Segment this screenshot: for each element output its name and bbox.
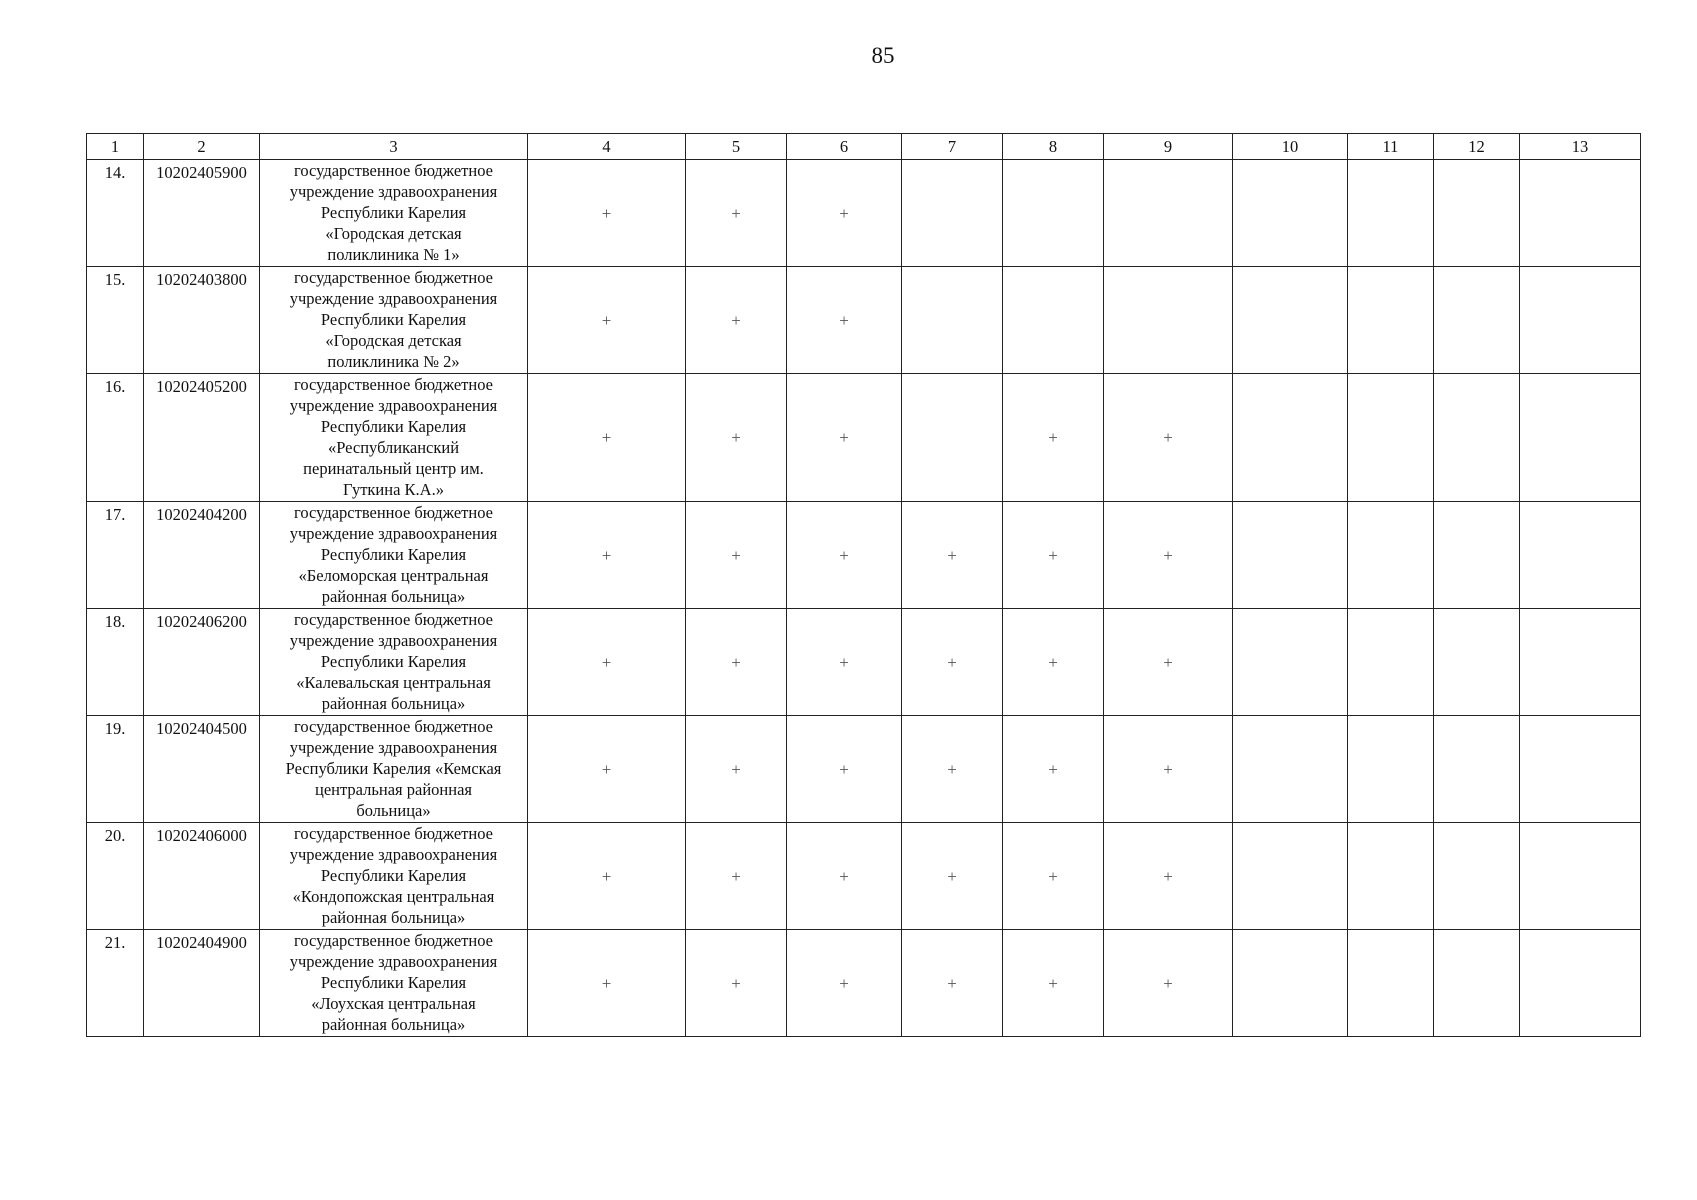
organization-code: 10202404200 (144, 502, 260, 609)
mark-cell: + (1003, 930, 1104, 1037)
mark-cell: + (686, 374, 787, 502)
page-number: 85 (871, 43, 895, 68)
mark-cell (1348, 160, 1434, 267)
organization-name-line: учреждение здравоохранения (289, 738, 498, 757)
column-number-header: 11 (1348, 134, 1434, 160)
mark-cell: + (787, 267, 902, 374)
organization-name-line: учреждение здравоохранения (289, 631, 498, 650)
mark-cell: + (1003, 374, 1104, 502)
mark-cell (1520, 823, 1641, 930)
mark-cell: + (902, 823, 1003, 930)
mark-cell (902, 267, 1003, 374)
column-number-header: 5 (686, 134, 787, 160)
row-number: 19. (87, 716, 144, 823)
mark-cell: + (686, 930, 787, 1037)
organization-name-line: Республики Карелия (320, 310, 467, 329)
organization-name-line: Республики Карелия (320, 417, 467, 436)
mark-cell: + (787, 609, 902, 716)
organization-name (260, 609, 528, 716)
column-number-header: 12 (1434, 134, 1520, 160)
organization-name-line: центральная районная (315, 780, 472, 799)
organization-code: 10202404900 (144, 930, 260, 1037)
mark-cell (1003, 267, 1104, 374)
mark-cell (1520, 374, 1641, 502)
mark-cell: + (902, 930, 1003, 1037)
table-row (87, 823, 1641, 930)
organization-name (260, 930, 528, 1037)
organization-name-line: Республики Карелия (320, 973, 467, 992)
mark-cell: + (787, 930, 902, 1037)
mark-cell (1233, 160, 1348, 267)
organization-name (260, 716, 528, 823)
mark-cell (1348, 502, 1434, 609)
mark-cell: + (528, 716, 686, 823)
organization-name-line: учреждение здравоохранения (289, 182, 498, 201)
column-number-header: 13 (1520, 134, 1641, 160)
mark-cell: + (902, 502, 1003, 609)
organization-name-line: «Беломорская центральная (298, 566, 489, 585)
column-number-header: 1 (87, 134, 144, 160)
mark-cell (1434, 374, 1520, 502)
organization-name-line: государственное бюджетное (293, 610, 493, 629)
mark-cell (1233, 609, 1348, 716)
organization-name-line: государственное бюджетное (293, 503, 493, 522)
mark-cell (1233, 823, 1348, 930)
organization-name-line: государственное бюджетное (293, 375, 493, 394)
organization-name-line: учреждение здравоохранения (289, 524, 498, 543)
mark-cell (1233, 502, 1348, 609)
organization-name (260, 160, 528, 267)
organization-name-line: поликлиника № 1» (327, 245, 460, 264)
mark-cell: + (686, 823, 787, 930)
organization-name-line: «Городская детская (325, 224, 462, 243)
mark-cell (902, 374, 1003, 502)
mark-cell: + (787, 502, 902, 609)
table-row (87, 609, 1641, 716)
organization-name-line: государственное бюджетное (293, 931, 493, 950)
mark-cell (1520, 267, 1641, 374)
organization-name-line: государственное бюджетное (293, 824, 493, 843)
column-number-header: 7 (902, 134, 1003, 160)
organization-code: 10202405900 (144, 160, 260, 267)
organization-name-line: государственное бюджетное (293, 268, 493, 287)
organization-name-line: Республики Карелия (320, 203, 467, 222)
organization-name (260, 374, 528, 502)
mark-cell: + (1104, 716, 1233, 823)
table-row (87, 930, 1641, 1037)
organization-name-line: учреждение здравоохранения (289, 289, 498, 308)
organization-name (260, 502, 528, 609)
table-row (87, 374, 1641, 502)
organization-name-line: поликлиника № 2» (327, 352, 460, 371)
organization-name-line: районная больница» (321, 587, 466, 606)
mark-cell (1520, 609, 1641, 716)
mark-cell (1434, 502, 1520, 609)
organization-name (260, 823, 528, 930)
mark-cell: + (787, 374, 902, 502)
mark-cell: + (686, 716, 787, 823)
row-number: 15. (87, 267, 144, 374)
mark-cell (1348, 609, 1434, 716)
column-number-header: 10 (1233, 134, 1348, 160)
organization-name-line: Республики Карелия (320, 545, 467, 564)
mark-cell: + (902, 716, 1003, 823)
row-number: 20. (87, 823, 144, 930)
row-number: 14. (87, 160, 144, 267)
organization-code: 10202406200 (144, 609, 260, 716)
mark-cell: + (1104, 374, 1233, 502)
mark-cell: + (902, 609, 1003, 716)
table-row (87, 716, 1641, 823)
organization-name-line: государственное бюджетное (293, 717, 493, 736)
mark-cell (1348, 374, 1434, 502)
table-row (87, 267, 1641, 374)
column-number-row (87, 134, 1641, 160)
organization-name-line: Гуткина К.А.» (343, 480, 444, 499)
mark-cell (1434, 930, 1520, 1037)
organization-name-line: Республики Карелия «Кемская (285, 759, 502, 778)
organization-name-line: перинатальный центр им. (303, 459, 484, 478)
mark-cell: + (686, 267, 787, 374)
mark-cell (1434, 160, 1520, 267)
mark-cell: + (528, 930, 686, 1037)
mark-cell: + (1003, 502, 1104, 609)
mark-cell: + (787, 716, 902, 823)
organization-code: 10202405200 (144, 374, 260, 502)
mark-cell (1348, 823, 1434, 930)
organization-name-line: учреждение здравоохранения (289, 845, 498, 864)
row-number: 17. (87, 502, 144, 609)
organization-name-line: больница» (356, 801, 431, 820)
mark-cell: + (528, 823, 686, 930)
row-number: 16. (87, 374, 144, 502)
organization-code: 10202403800 (144, 267, 260, 374)
organization-name-line: районная больница» (321, 1015, 466, 1034)
mark-cell: + (528, 160, 686, 267)
column-number-header: 2 (144, 134, 260, 160)
organization-name-line: Республики Карелия (320, 652, 467, 671)
mark-cell: + (1104, 823, 1233, 930)
mark-cell: + (1003, 716, 1104, 823)
mark-cell: + (1003, 823, 1104, 930)
organization-name-line: «Калевальская центральная (296, 673, 491, 692)
mark-cell (1520, 716, 1641, 823)
organization-name-line: учреждение здравоохранения (289, 396, 498, 415)
mark-cell (1348, 267, 1434, 374)
mark-cell (1233, 267, 1348, 374)
mark-cell (1434, 609, 1520, 716)
row-number: 18. (87, 609, 144, 716)
organization-name-line: «Кондопожская центральная (292, 887, 495, 906)
mark-cell (1233, 930, 1348, 1037)
organization-name-line: «Городская детская (325, 331, 462, 350)
mark-cell: + (528, 609, 686, 716)
mark-cell: + (787, 160, 902, 267)
mark-cell: + (686, 160, 787, 267)
column-number-header: 3 (260, 134, 528, 160)
organization-name-line: Республики Карелия (320, 866, 467, 885)
mark-cell: + (528, 502, 686, 609)
organization-name-line: «Лоухская центральная (311, 994, 476, 1013)
organization-name-line: районная больница» (321, 908, 466, 927)
organization-name-line: государственное бюджетное (293, 161, 493, 180)
column-number-header: 6 (787, 134, 902, 160)
mark-cell: + (1104, 930, 1233, 1037)
organization-code: 10202404500 (144, 716, 260, 823)
organization-name-line: районная больница» (321, 694, 466, 713)
column-number-header: 9 (1104, 134, 1233, 160)
mark-cell: + (1104, 609, 1233, 716)
mark-cell (1348, 930, 1434, 1037)
organization-name (260, 267, 528, 374)
mark-cell: + (1003, 609, 1104, 716)
mark-cell: + (1104, 502, 1233, 609)
mark-cell (1233, 716, 1348, 823)
table-body (87, 160, 1641, 1037)
mark-cell (1233, 374, 1348, 502)
mark-cell: + (528, 374, 686, 502)
mark-cell: + (787, 823, 902, 930)
mark-cell (1348, 716, 1434, 823)
registry-table (86, 133, 1641, 1037)
organization-name-line: «Республиканский (327, 438, 460, 457)
mark-cell (1434, 716, 1520, 823)
organization-code: 10202406000 (144, 823, 260, 930)
mark-cell (1520, 930, 1641, 1037)
row-number: 21. (87, 930, 144, 1037)
mark-cell (1434, 823, 1520, 930)
mark-cell: + (528, 267, 686, 374)
mark-cell (1104, 267, 1233, 374)
column-number-header: 8 (1003, 134, 1104, 160)
organization-name-line: учреждение здравоохранения (289, 952, 498, 971)
mark-cell (902, 160, 1003, 267)
mark-cell (1520, 502, 1641, 609)
mark-cell: + (686, 609, 787, 716)
table-row (87, 502, 1641, 609)
table-row (87, 160, 1641, 267)
mark-cell (1104, 160, 1233, 267)
mark-cell: + (686, 502, 787, 609)
mark-cell (1003, 160, 1104, 267)
mark-cell (1520, 160, 1641, 267)
column-number-header: 4 (528, 134, 686, 160)
mark-cell (1434, 267, 1520, 374)
